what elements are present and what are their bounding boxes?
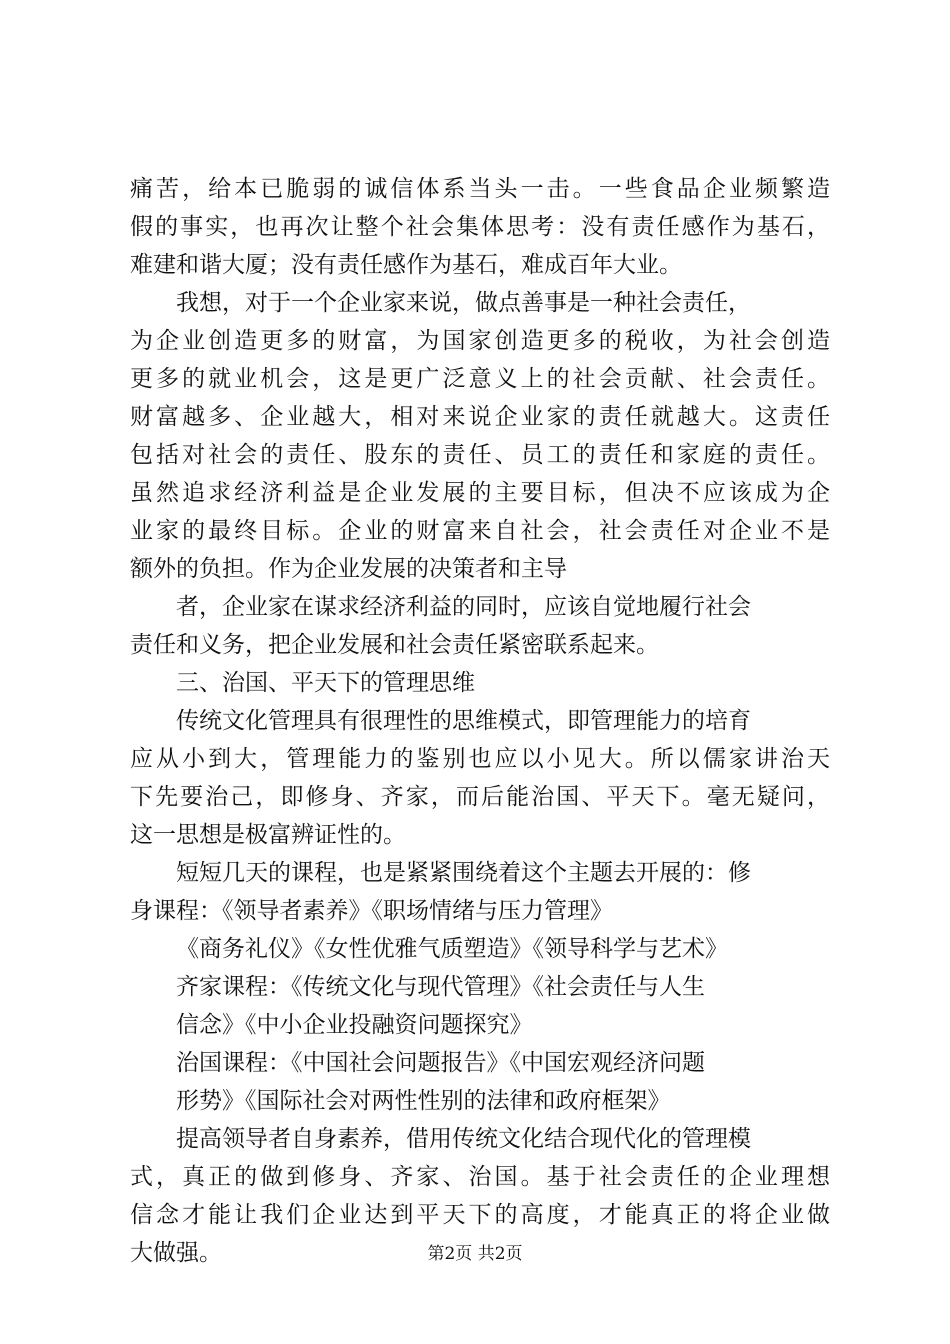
paragraph-start: 传统文化管理具有很理性的思维模式，即管理能力的培育 — [176, 708, 751, 734]
paragraph-start: 者，企业家在谋求经济利益的同时，应该自觉地履行社会 — [176, 594, 751, 620]
text-line: 难建和谐大厦；没有责任感作为基石，难成百年大业。 — [130, 252, 682, 278]
paragraph-start: 我想，对于一个企业家来说，做点善事是一种社会责任， — [176, 290, 751, 316]
course-list-line: 齐家课程：《传统文化与现代管理》《社会责任与人生 — [176, 974, 705, 1000]
text-line: 包括对社会的责任、股东的责任、员工的责任和家庭的责任。 — [130, 442, 830, 468]
text-line: 大做强。 — [130, 1240, 222, 1266]
text-line: 痛苦，给本已脆弱的诚信体系当头一击。一些食品企业频繁造 — [130, 176, 830, 202]
text-line: 额外的负担。作为企业发展的决策者和主导 — [130, 556, 567, 582]
course-list-line: 信念》《中小企业投融资问题探究》 — [176, 1012, 533, 1038]
text-line: 更多的就业机会，这是更广泛意义上的社会贡献、社会责任。 — [130, 366, 830, 392]
paragraph-start: 短短几天的课程，也是紧紧围绕着这个主题去开展的：修 — [176, 860, 751, 886]
text-line: 财富越多、企业越大，相对来说企业家的责任就越大。这责任 — [130, 404, 830, 430]
course-list-line: 治国课程：《中国社会问题报告》《中国宏观经济问题 — [176, 1050, 705, 1076]
text-line: 为企业创造更多的财富，为国家创造更多的税收，为社会创造 — [130, 328, 830, 354]
section-heading: 三、治国、平天下的管理思维 — [176, 670, 475, 696]
text-line: 这一思想是极富辨证性的。 — [130, 822, 406, 848]
text-line: 应从小到大，管理能力的鉴别也应以小见大。所以儒家讲治天 — [130, 746, 830, 772]
text-line: 身课程：《领导者素养》《职场情绪与压力管理》 — [130, 898, 613, 924]
text-line: 虽然追求经济利益是企业发展的主要目标，但决不应该成为企 — [130, 480, 830, 506]
text-line: 下先要治己，即修身、齐家，而后能治国、平天下。毫无疑问， — [130, 784, 830, 810]
text-line: 业家的最终目标。企业的财富来自社会，社会责任对企业不是 — [130, 518, 830, 544]
text-line: 式，真正的做到修身、齐家、治国。基于社会责任的企业理想 — [130, 1164, 830, 1190]
page-footer — [0, 1244, 950, 1264]
paragraph-start: 提高领导者自身素养，借用传统文化结合现代化的管理模 — [176, 1126, 751, 1152]
page-number-label: 第2页 共2页 — [427, 1244, 523, 1264]
text-line: 信念才能让我们企业达到平天下的高度，才能真正的将企业做 — [130, 1202, 830, 1228]
text-line: 责任和义务，把企业发展和社会责任紧密联系起来。 — [130, 632, 659, 658]
course-list-line: 《商务礼仪》《女性优雅气质塑造》《领导科学与艺术》 — [176, 936, 728, 962]
course-list-line: 形势》《国际社会对两性性别的法律和政府框架》 — [176, 1088, 671, 1114]
text-line: 假的事实，也再次让整个社会集体思考：没有责任感作为基石， — [130, 214, 830, 240]
document-body — [130, 170, 830, 1272]
